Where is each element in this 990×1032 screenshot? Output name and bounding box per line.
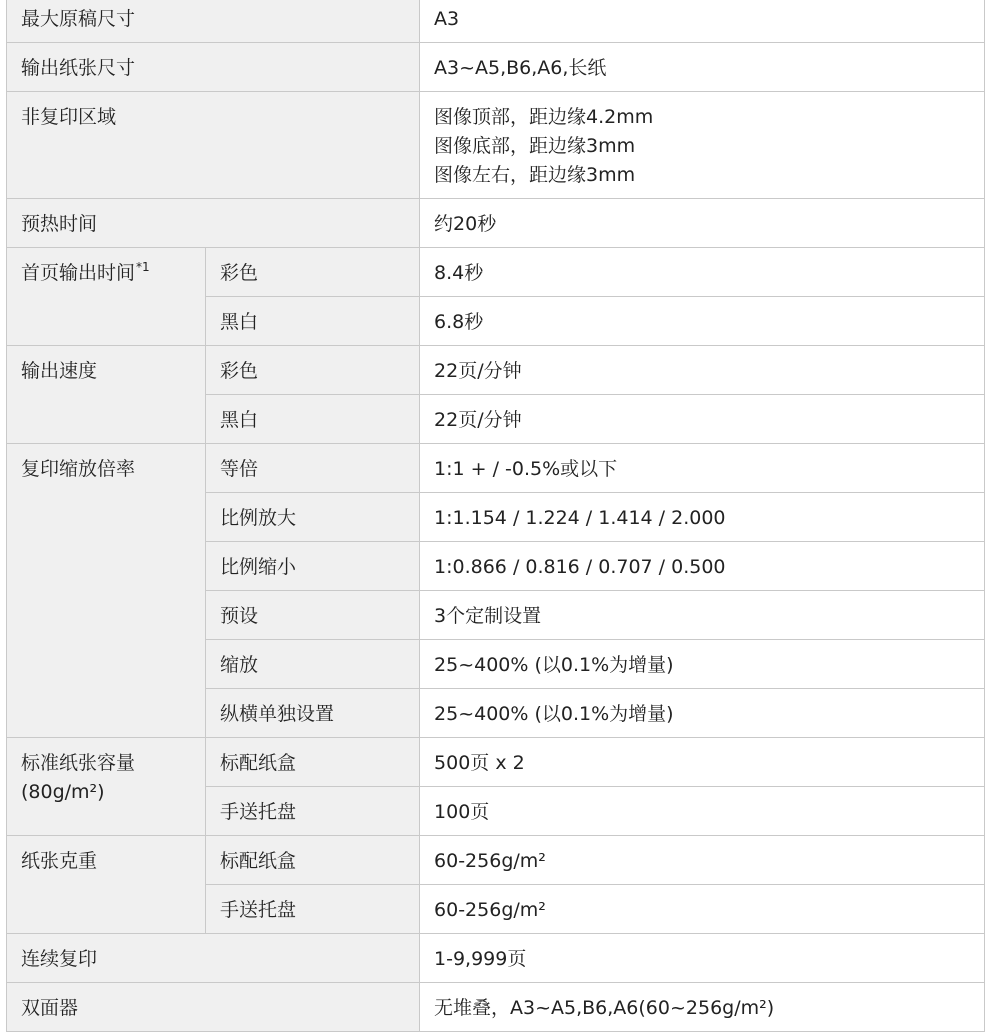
sub-label: 标配纸盒: [206, 836, 420, 885]
row-value: 6.8秒: [420, 297, 985, 346]
row-label: 纸张克重: [7, 836, 206, 934]
non-copy-top: 图像顶部，距边缘4.2mm: [434, 106, 654, 128]
row-value: 100页: [420, 787, 985, 836]
sub-label: 彩色: [206, 346, 420, 395]
table-row: [7, 248, 985, 297]
table-row: [7, 346, 985, 395]
table-row: [7, 43, 985, 92]
table-row: [7, 92, 985, 199]
row-value: 8.4秒: [420, 248, 985, 297]
sub-label: 预设: [206, 591, 420, 640]
sub-label: 彩色: [206, 248, 420, 297]
capacity-label: 标准纸张容量: [21, 752, 136, 774]
sub-label: 比例放大: [206, 493, 420, 542]
row-value: 约20秒: [420, 199, 985, 248]
table-row: [7, 0, 985, 43]
sub-label: 纵横单独设置: [206, 689, 420, 738]
table-row: [7, 199, 985, 248]
sub-label: 黑白: [206, 297, 420, 346]
capacity-unit: (80g/m²): [21, 781, 105, 803]
row-value: 22页/分钟: [420, 346, 985, 395]
row-label: [7, 248, 206, 346]
row-value: 1:1 + / -0.5%或以下: [420, 444, 985, 493]
sub-label: 黑白: [206, 395, 420, 444]
row-label: 复印缩放倍率: [7, 444, 206, 738]
sub-label: 缩放: [206, 640, 420, 689]
sub-label: 比例缩小: [206, 542, 420, 591]
table-row: [7, 934, 985, 983]
first-page-label: 首页输出时间: [21, 262, 136, 284]
table-row: [7, 738, 985, 787]
row-value: 500页 x 2: [420, 738, 985, 787]
footnote-marker: *1: [136, 260, 150, 274]
row-value: [420, 92, 985, 199]
row-value: 1:1.154 / 1.224 / 1.414 / 2.000: [420, 493, 985, 542]
row-label: 非复印区域: [7, 92, 420, 199]
row-value: A3~A5,B6,A6,长纸: [420, 43, 985, 92]
non-copy-bottom: 图像底部，距边缘3mm: [434, 135, 636, 157]
row-value: 25~400% (以0.1%为增量): [420, 689, 985, 738]
row-label: 双面器: [7, 983, 420, 1032]
row-value: 60-256g/m²: [420, 885, 985, 934]
row-label: 最大原稿尺寸: [7, 0, 420, 43]
sub-label: 手送托盘: [206, 885, 420, 934]
row-value: A3: [420, 0, 985, 43]
non-copy-sides: 图像左右，距边缘3mm: [434, 164, 636, 186]
table-row: [7, 836, 985, 885]
row-label: 输出速度: [7, 346, 206, 444]
sub-label: 手送托盘: [206, 787, 420, 836]
row-value: 25~400% (以0.1%为增量): [420, 640, 985, 689]
row-value: 60-256g/m²: [420, 836, 985, 885]
row-value: 1:0.866 / 0.816 / 0.707 / 0.500: [420, 542, 985, 591]
row-label: 预热时间: [7, 199, 420, 248]
row-value: 无堆叠，A3~A5,B6,A6(60~256g/m²): [420, 983, 985, 1032]
row-label: [7, 738, 206, 836]
table-row: [7, 444, 985, 493]
sub-label: 等倍: [206, 444, 420, 493]
row-value: 1-9,999页: [420, 934, 985, 983]
row-label: 输出纸张尺寸: [7, 43, 420, 92]
row-value: 3个定制设置: [420, 591, 985, 640]
row-value: 22页/分钟: [420, 395, 985, 444]
sub-label: 标配纸盒: [206, 738, 420, 787]
table-row: [7, 983, 985, 1032]
row-label: 连续复印: [7, 934, 420, 983]
spec-table: [6, 0, 985, 1032]
